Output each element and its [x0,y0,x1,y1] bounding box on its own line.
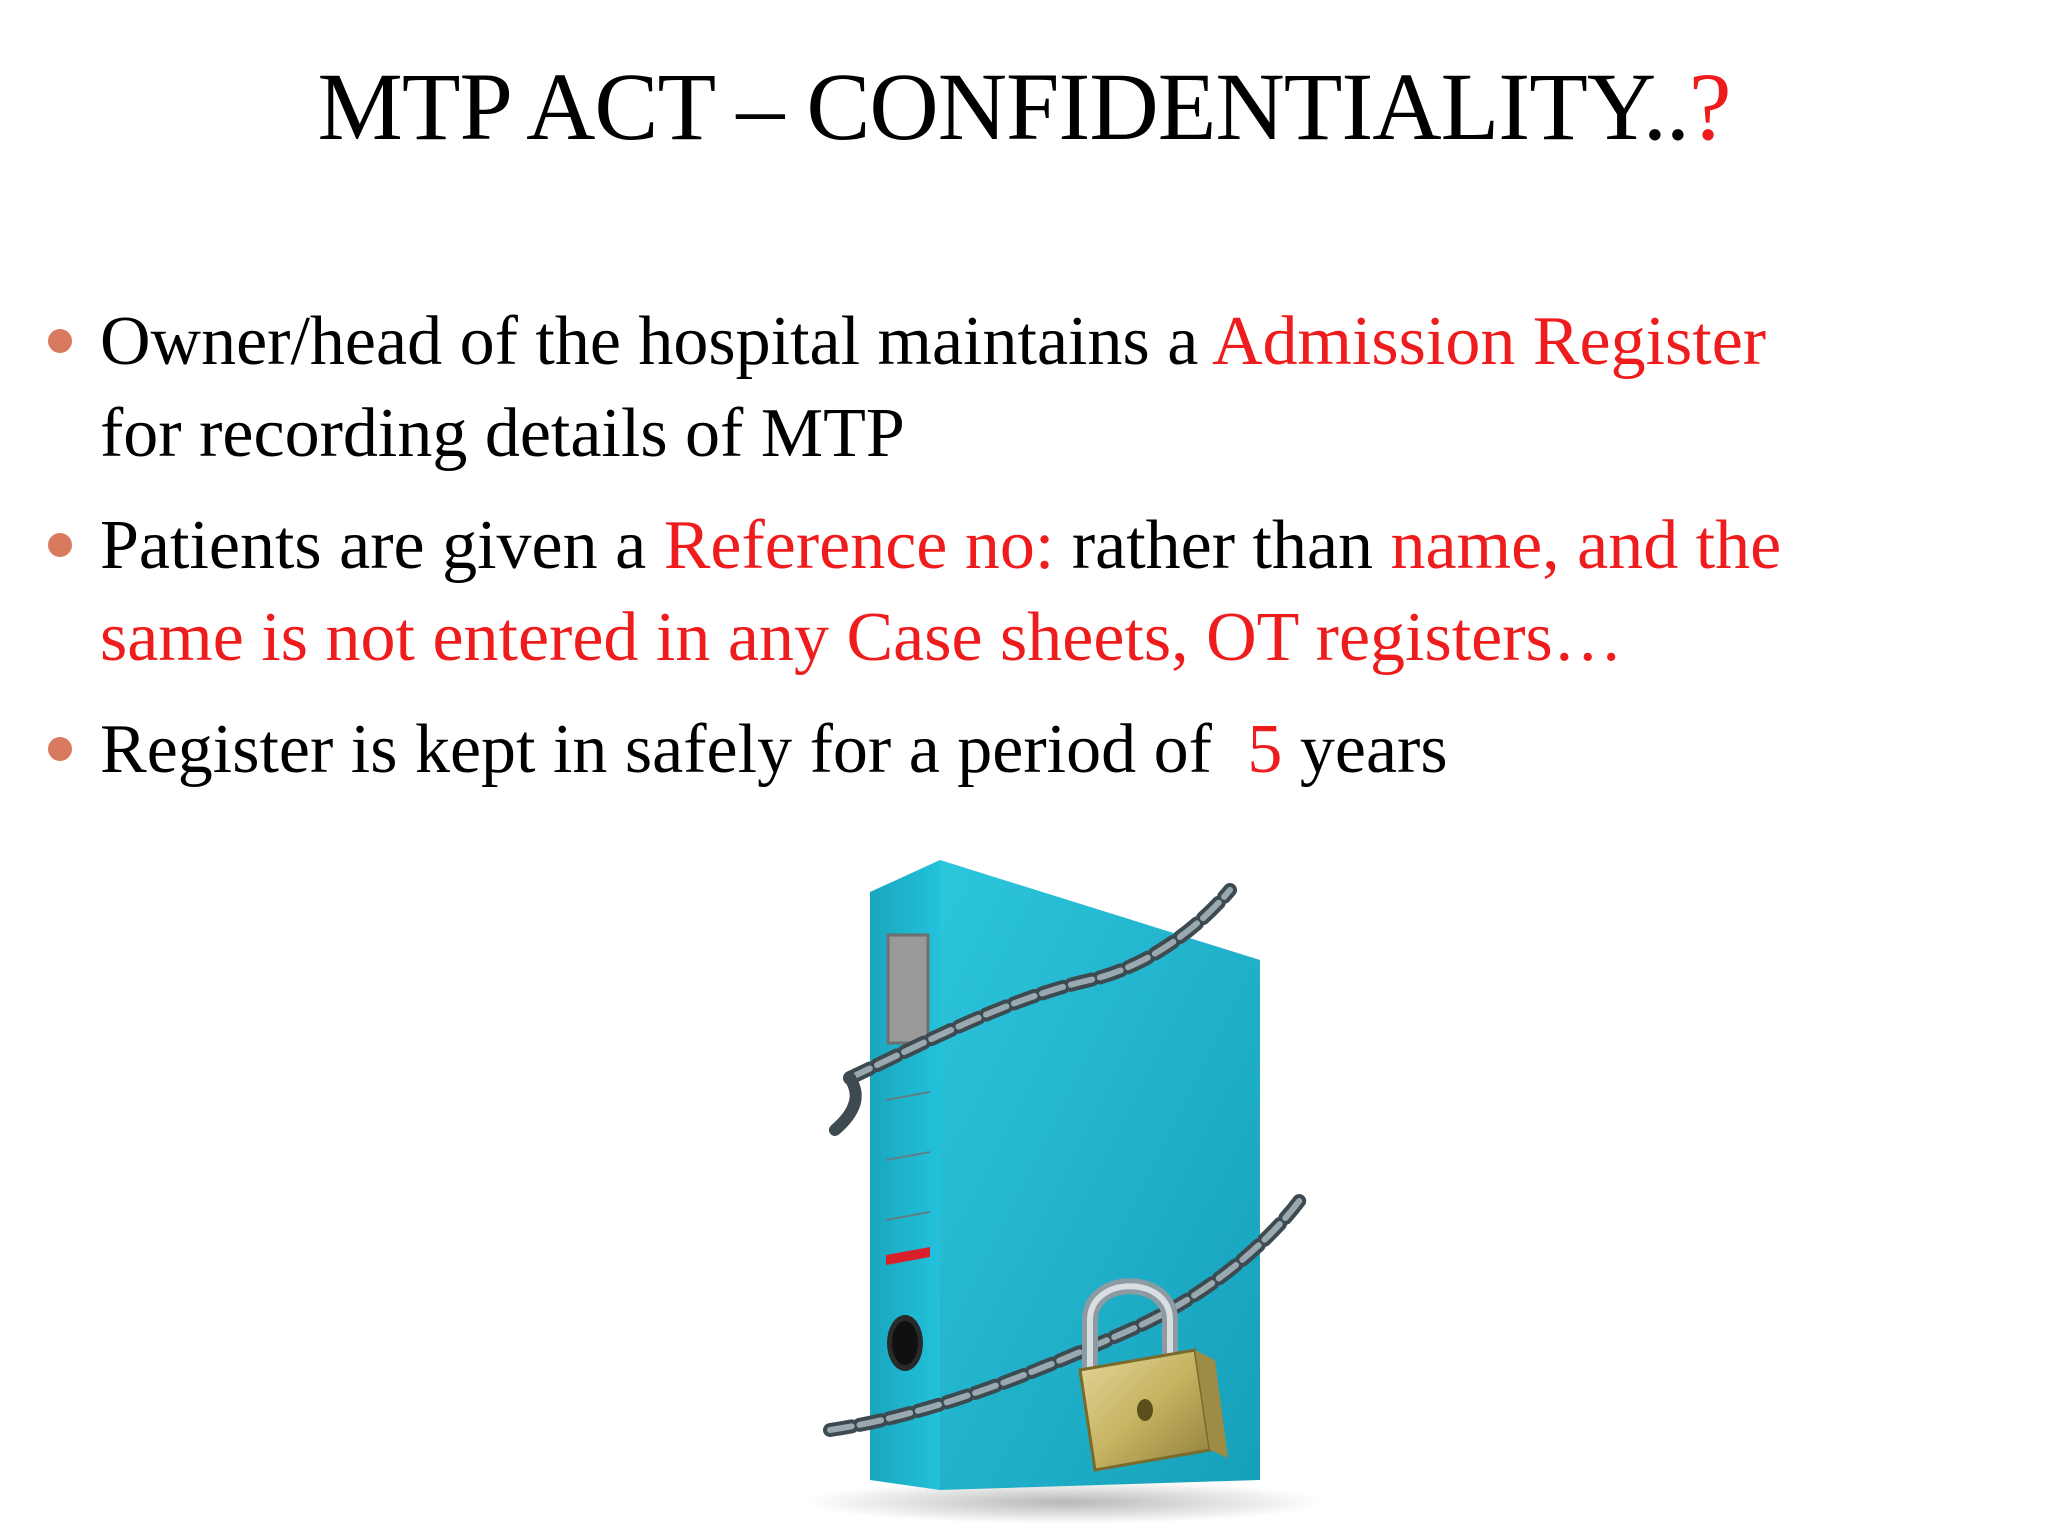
bullet-highlight: same is not entered in any Case sheets, OT registers… [100,599,1623,676]
bullet-line [100,592,2038,684]
title-text: MTP ACT – CONFIDENTIALITY.. [317,53,1689,160]
bullet-dot-icon [48,329,72,353]
bullet-text: years [1282,711,1448,788]
bullet-highlight: Reference no: [663,507,1055,584]
bullet-text: rather than [1054,507,1391,584]
bullet-highlight: 5 [1247,711,1283,788]
bullet-retention-period [48,704,2038,796]
bullet-line [100,296,2038,388]
bullet-text: for recording details of MTP [100,395,905,472]
bullet-text: Register is kept in safely for a period of [100,711,1230,788]
bullet-list [48,296,2038,816]
bullet-highlight: Admission Register [1211,303,1767,380]
bullet-admission-register [48,296,2038,480]
bullet-text: Patients are given a [100,507,664,584]
shadow [805,1480,1325,1524]
bullet-highlight: name, and the [1390,507,1782,584]
locked-binder-illustration [790,830,1350,1530]
bullet-dot-icon [48,533,72,557]
bullet-text: Owner/head of the hospital maintains a [100,303,1212,380]
bullet-line [100,500,2038,592]
bullet-reference-number [48,500,2038,684]
slide-title [0,52,2048,162]
bullet-line [100,388,2038,480]
bullet-line [100,704,2038,796]
title-question-mark: ? [1688,53,1731,160]
bullet-dot-icon [48,737,72,761]
